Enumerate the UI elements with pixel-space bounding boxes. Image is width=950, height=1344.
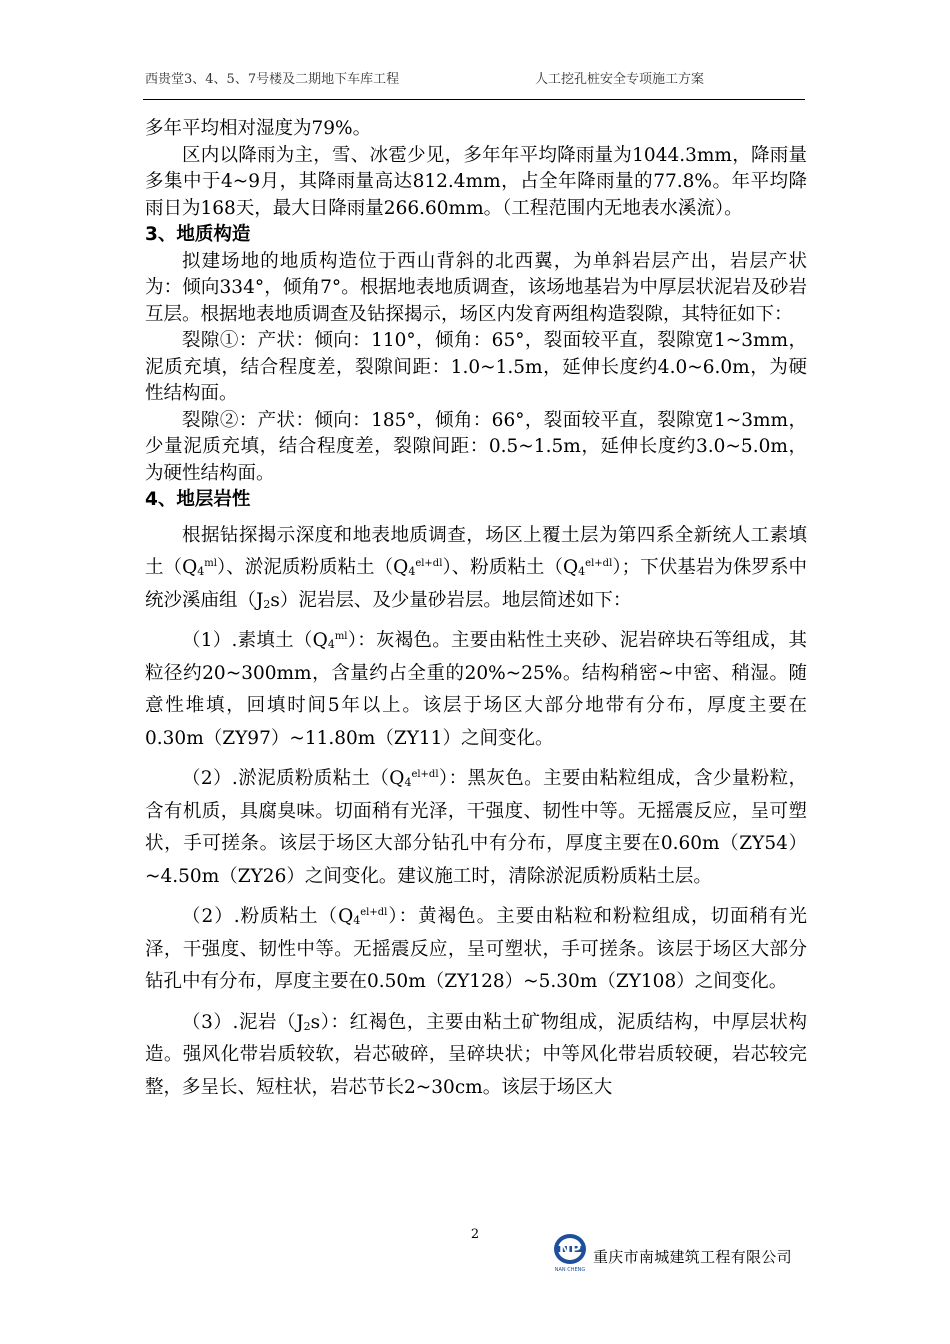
section-heading-geologic-structure: 3、地质构造 (145, 224, 251, 245)
header-document-title: 人工挖孔桩安全专项施工方案 (535, 72, 705, 87)
page-number: 2 (470, 1227, 480, 1242)
section-heading-stratum-lithology: 4、地层岩性 (145, 489, 251, 510)
svg-text:NP: NP (559, 1242, 581, 1258)
paragraph-humidity: 多年平均相对湿度为79%。 (145, 118, 372, 139)
paragraph-fill-soil: （1）.素填土$(Q_4^{ml})$：灰褐色。主要由粘性土夹砂、泥岩碎块石等组成，其粒径约20~300mm，含量约占全重的20%~25%。结构稍密~中密、稍湿。随意性堆填，回填时间5年以上。该层于场区大部分地带有分布，厚度主要在0.30m（ZY97）~11.80m（ZY11）之间变化。 (145, 630, 807, 749)
paragraph-silty-clay: （2）.粉质粘土$(Q_4^{el+dl})$：黄褐色。主要由粘粒和粉粒组成，切面稍有光泽，干强度、韧性中等。无摇震反应，呈可塑状，手可搓条。该层于场区大部分钻孔中有分布，厚度主要在0.50m（ZY128）~5.30m（ZY108）之间变化。 (145, 906, 807, 992)
company-name: 重庆市南城建筑工程有限公司 (593, 1248, 792, 1266)
paragraph-muddy-silty-clay: （2）.淤泥质粉质粘土$(Q_4^{el+dl})$：黑灰色。主要由粘粒组成，含少量粉粒，含有机质，具腐臭味。切面稍有光泽，干强度、韧性中等。无摇震反应，呈可塑状，手可搓条。该层于场区大部分钻孔中有分布，厚度主要在0.60m（ZY54）~4.50m（ZY26）之间变化。建议施工时，清除淤泥质粉质粘土层。 (145, 768, 807, 887)
paragraph-fracture-2: 裂隙②：产状：倾向：185°，倾角：66°，裂面较平直，裂隙宽1~3mm，少量泥质充填，结合程度差，裂隙间距：0.5~1.5m，延伸长度约3.0~5.0m，为硬性结构面。 (145, 409, 807, 484)
company-logo-icon (553, 1232, 587, 1266)
header-divider (143, 99, 805, 100)
paragraph-rainfall: 区内以降雨为主，雪、冰雹少见，多年年平均降雨量为1044.3mm，降雨量多集中于4~9月，其降雨量高达812.4mm，占全年降雨量的77.8%。年平均降雨日为168天，最大日降雨量266.60mm。（工程范围内无地表水溪流）。 (145, 144, 807, 219)
document-body (145, 116, 807, 1112)
paragraph-stratum-overview: 根据钻探揭示深度和地表地质调查，场区上覆土层为第四系全新统人工素填土$(Q_4^{ml})$、淤泥质粉质粘土$(Q_4^{el+dl})$、粉质粘土$(Q_4^{el+dl})$；下伏基岩为侏罗系中统沙溪庙组$(J_2s)$泥岩层、及少量砂岩层。地层简述如下： (145, 524, 807, 611)
logo-subtext: NAN CHENG (554, 1267, 586, 1273)
paragraph-mudstone: （3）.泥岩$(J_2s)$：红褐色，主要由粘土矿物组成，泥质结构，中厚层状构造。强风化带岩质较软，岩芯破碎，呈碎块状；中等风化带岩质较硬，岩芯较完整，多呈长、短柱状，岩芯节长2~30cm。该层于场区大 (145, 1011, 807, 1098)
paragraph-geologic-structure: 拟建场地的地质构造位于西山背斜的北西翼，为单斜岩层产出，岩层产状为：倾向334°，倾角7°。根据地表地质调查，该场地基岩为中厚层状泥岩及砂岩互层。根据地表地质调查及钻探揭示，场区内发育两组构造裂隙，其特征如下： (145, 250, 807, 325)
header-project-title: 西贵堂3、4、5、7号楼及二期地下车库工程 (145, 72, 400, 87)
paragraph-fracture-1: 裂隙①：产状：倾向：110°，倾角：65°，裂面较平直，裂隙宽1~3mm，泥质充填，结合程度差，裂隙间距：1.0~1.5m，延伸长度约4.0~6.0m，为硬性结构面。 (145, 330, 807, 404)
